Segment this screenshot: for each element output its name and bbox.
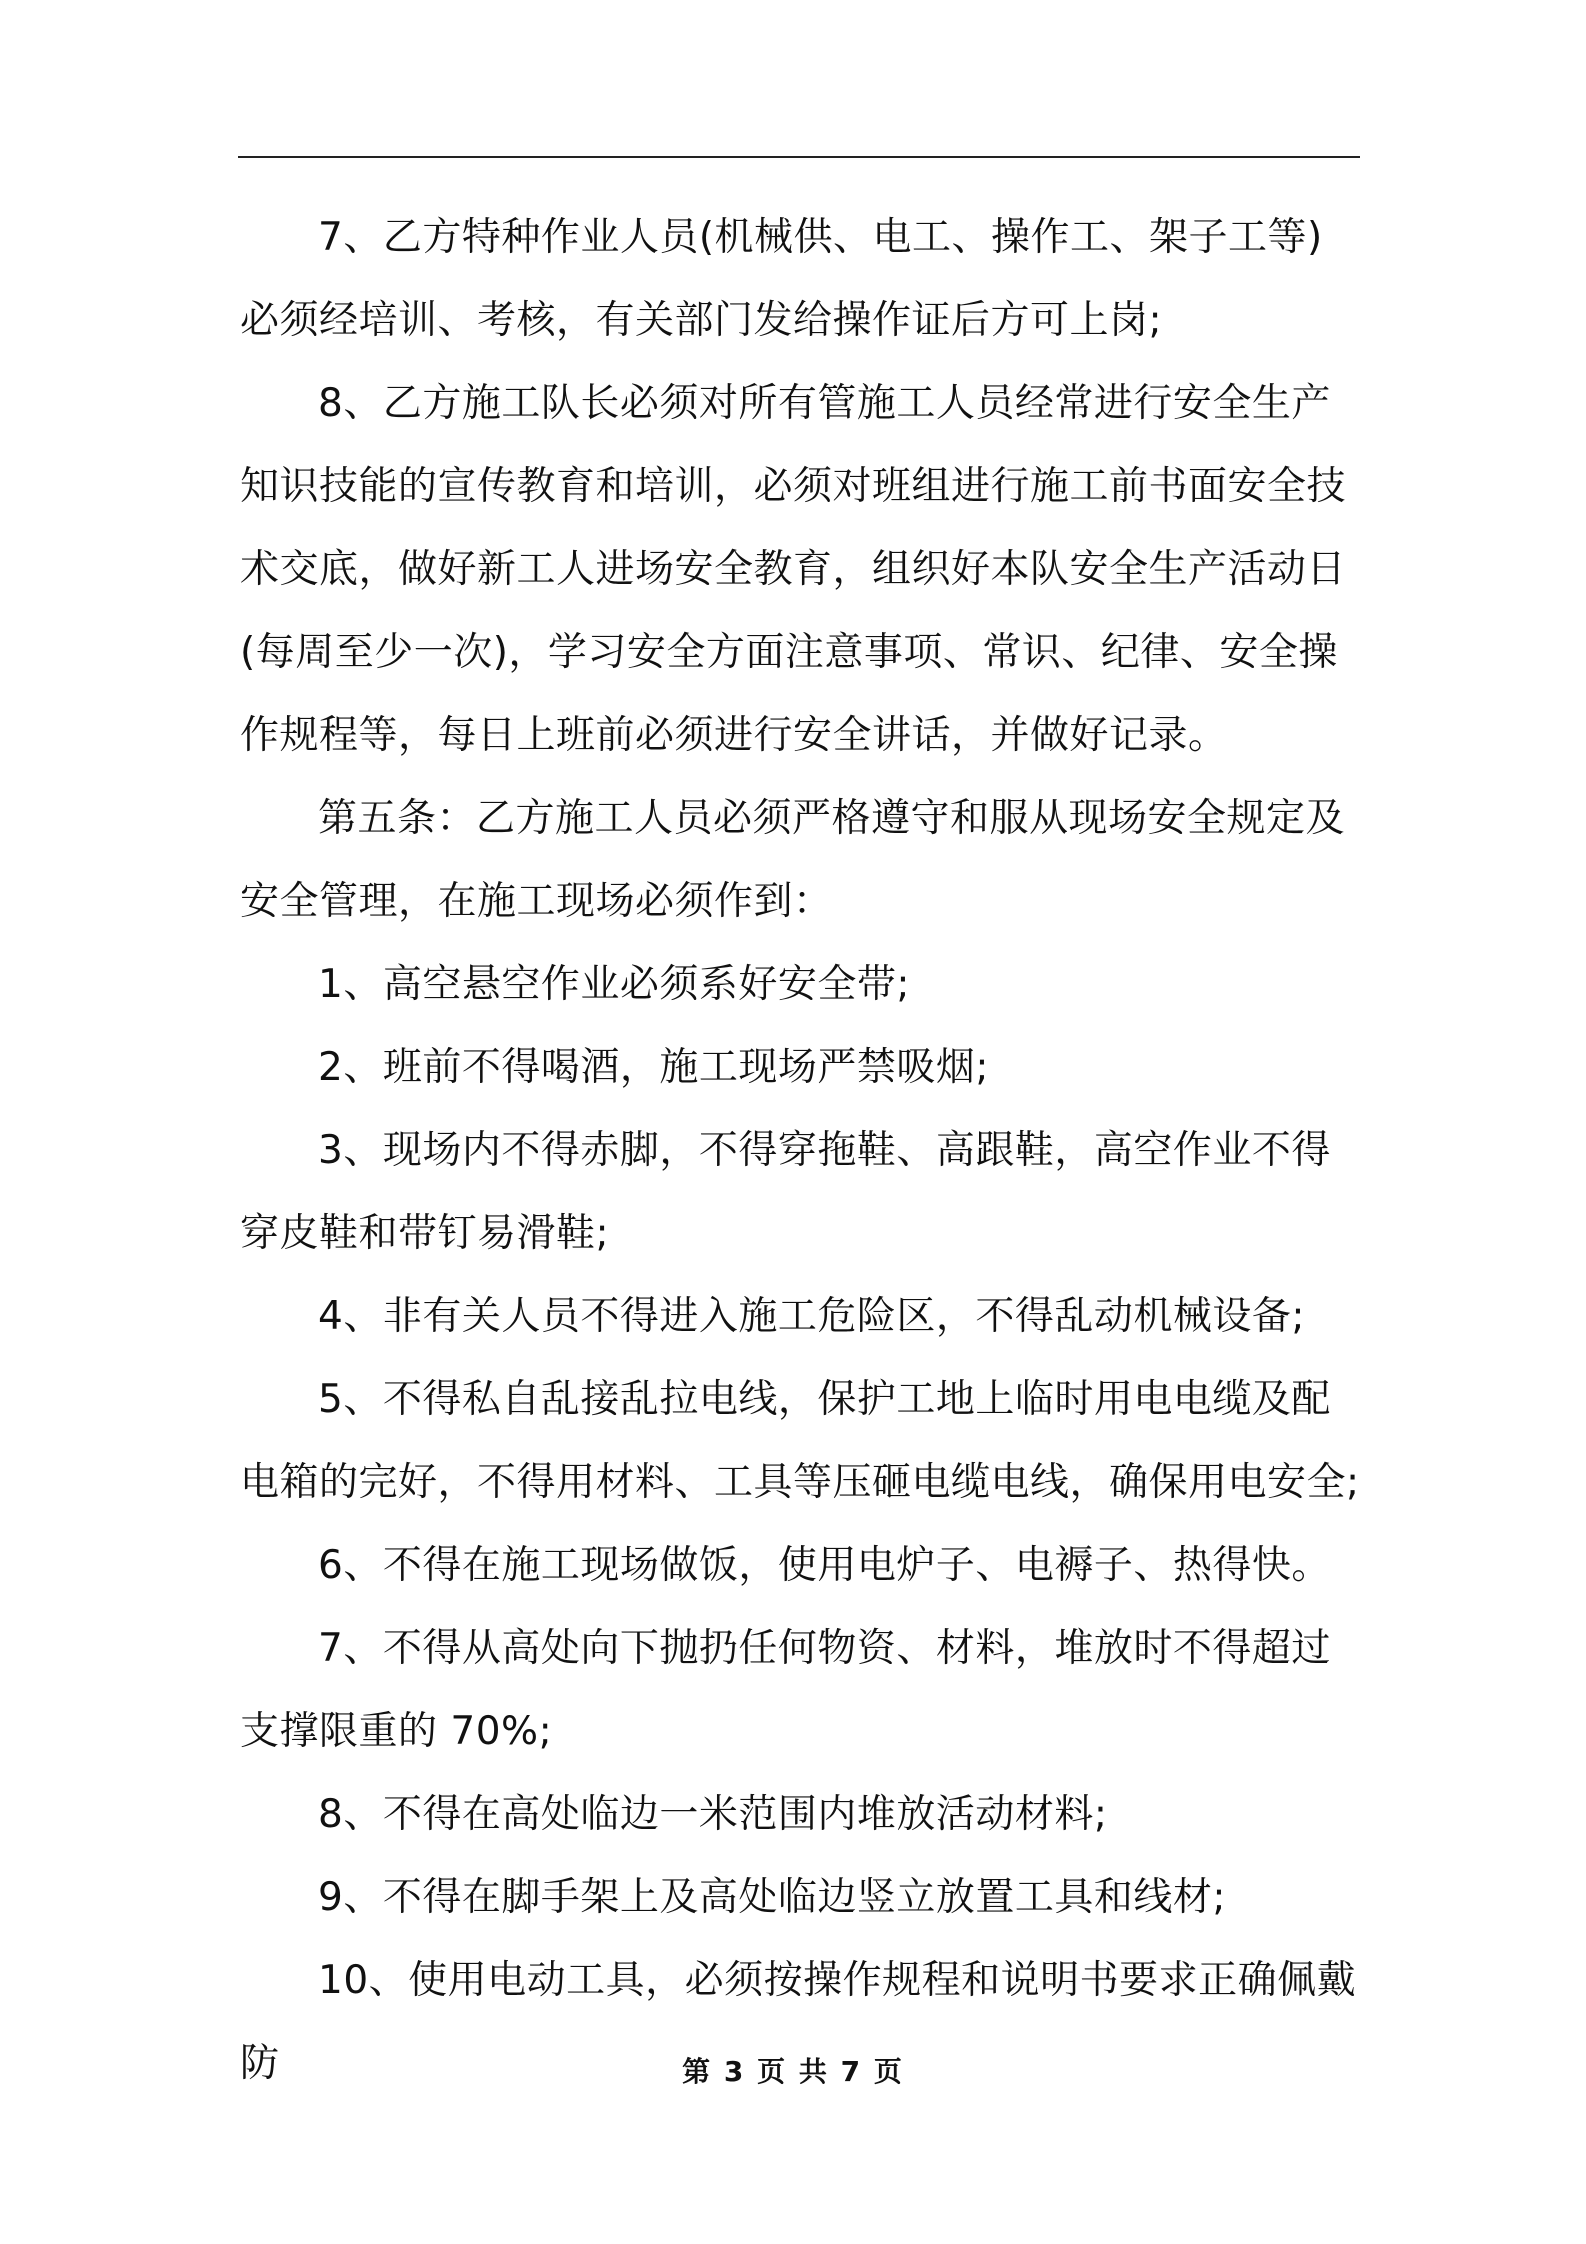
list-item-4: 4、非有关人员不得进入施工危险区，不得乱动机械设备; bbox=[318, 1294, 1305, 1339]
list-item-10: 10、使用电动工具，必须按操作规程和说明书要求正确佩戴防 bbox=[240, 1958, 1357, 2086]
header-rule bbox=[238, 156, 1360, 158]
list-item-5: 5、不得私自乱接乱拉电线，保护工地上临时用电电缆及配电箱的完好，不得用材料、工具等压砸电缆电线，确保用电安全; bbox=[240, 1377, 1360, 1505]
list-item-9: 9、不得在脚手架上及高处临边竖立放置工具和线材; bbox=[318, 1875, 1226, 1920]
paragraph-clause-8-safety-training: 8、乙方施工队长必须对所有管施工人员经常进行安全生产知识技能的宣传教育和培训，必须对班组进行施工前书面安全技术交底，做好新工人进场安全教育，组织好本队安全生产活动日(每周至少一次)，学习安全方面注意事项、常识、纪律、安全操作规程等，每日上班前必须进行安全讲话，并做好记录。 bbox=[240, 381, 1347, 758]
page-number-footer: 第 3 页 共 7 页 bbox=[682, 2055, 904, 2088]
list-item-7: 7、不得从高处向下抛扔任何物资、材料，堆放时不得超过支撑限重的 70%; bbox=[240, 1626, 1331, 1754]
list-item-3: 3、现场内不得赤脚，不得穿拖鞋、高跟鞋，高空作业不得穿皮鞋和带钉易滑鞋; bbox=[240, 1128, 1331, 1256]
list-item-8: 8、不得在高处临边一米范围内堆放活动材料; bbox=[318, 1792, 1108, 1837]
list-item-1: 1、高空悬空作业必须系好安全带; bbox=[318, 962, 910, 1007]
list-item-6: 6、不得在施工现场做饭，使用电炉子、电褥子、热得快。 bbox=[318, 1543, 1331, 1588]
list-item-2: 2、班前不得喝酒，施工现场严禁吸烟; bbox=[318, 1045, 989, 1090]
paragraph-article-5: 第五条：乙方施工人员必须严格遵守和服从现场安全规定及安全管理，在施工现场必须作到： bbox=[240, 796, 1346, 924]
document-body bbox=[240, 196, 1360, 2105]
paragraph-clause-7-special-workers: 7、乙方特种作业人员(机械供、电工、操作工、架子工等)必须经培训、考核，有关部门发给操作证后方可上岗; bbox=[240, 215, 1323, 343]
